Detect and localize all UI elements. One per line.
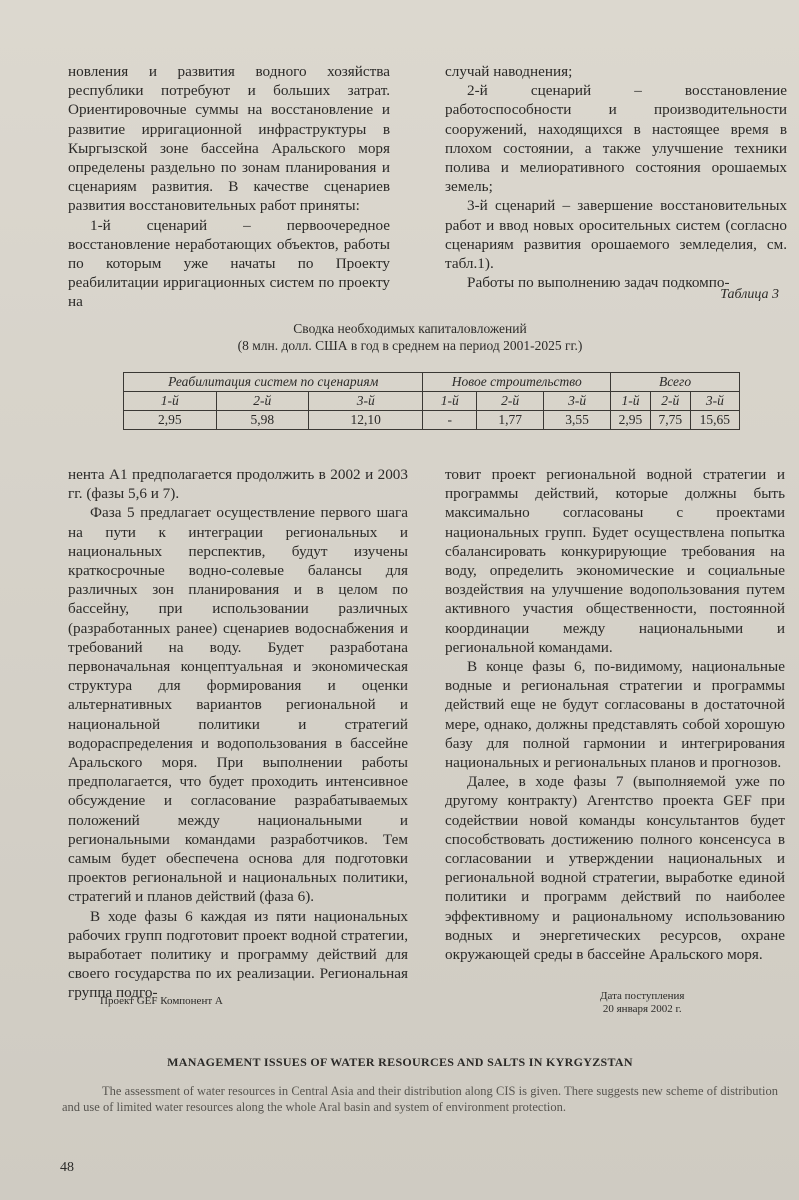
table-cell: 2,95 [124,411,217,430]
received-date-value: 20 января 2002 г. [602,1003,682,1015]
table-cell: 5,98 [216,411,309,430]
received-date-note [600,990,684,1016]
group-header-total: Всего [611,373,740,392]
paragraph: 3-й сценарий – завершение восстановительных работ и ввод новых оросительных систем (согласно сценариям развития орошаемого земледелия, см. табл.1). [445,197,787,273]
received-date-label: Дата поступления [600,990,685,1002]
paragraph: Работы по выполнению задач подкомпо- [467,274,730,292]
table-cell: 3,55 [544,411,611,430]
table-cell: 7,75 [650,411,690,430]
table-cell: 2,95 [611,411,651,430]
table-cell: - [423,411,477,430]
sub-header-cell: 2-й [477,392,544,411]
sub-header-cell: 2-й [216,392,309,411]
table-cell: 12,10 [309,411,423,430]
table-cell: 15,65 [690,411,739,430]
english-abstract: The assessment of water resources in Central Asia and their distribution along CIS is given. There suggests new scheme of distribution and use of limited water resources along the whole Aral basin and system of environment protection. [62,1084,778,1114]
sub-header-cell: 3-й [544,392,611,411]
table-group-header-row [124,373,740,392]
english-title: MANAGEMENT ISSUES OF WATER RESOURCES AND SALTS IN KYRGYZSTAN [167,1055,633,1069]
paragraph: Далее, в ходе фазы 7 (выполняемой уже по другому контракту) Агентство проекта GEF при содействии новой команды консультантов будет способствовать достижению полного консенсуса в согласовании и утверждении национальных и региональной водной стратегии, выработке единой политики и программ действий по наиболее эффективному и рациональному использованию водных и энергетических ресурсов, охране окружающей среды в бассейне Аральского моря. [445,773,785,964]
sub-header-cell: 3-й [309,392,423,411]
paragraph: В конце фазы 6, по-видимому, национальные водные и региональная стратегии и программы действий еще не будут согласованы в достаточной мере, однако, должны представлять собой хорошую базу для полной гармонии и интегрирования национальных и региональных планов и прогнозов. [445,658,785,772]
sub-header-cell: 2-й [650,392,690,411]
column-bottom-right [445,465,785,964]
column-top-right [445,62,787,292]
paragraph: 1-й сценарий – первоочередное восстановление неработающих объектов, работы по которым уже начаты по Проекту реабилитации ирригационных систем по проекту на [68,216,390,311]
paragraph: 2-й сценарий – восстановление работоспособности и производительности сооружений, находящихся в настоящее время в плохом состоянии, а также улучшение техники полива и мелиоративного состояния орошаемых земель; [445,82,787,196]
paragraph: В ходе фазы 6 каждая из пяти национальных рабочих групп подготовит проект водной стратегии, выработает политику и программу действий для своего государства по их реализации. Региональная группа подго- [68,907,408,1002]
table-sub-header-row [124,392,740,411]
table-cell: 1,77 [477,411,544,430]
paragraph: новления и развития водного хозяйства республики потребуют и больших затрат. Ориентировочные суммы на восстановление и развитие ирригационной инфраструктуры в Кыргызской зоне бассейна Аральского моря определены раздельно по зонам планирования и сценариям развития. В качестве сценариев развития восстановительных работ приняты: [68,63,390,215]
column-top-left [68,62,390,312]
sub-header-cell: 1-й [611,392,651,411]
page-number: 48 [60,1160,74,1175]
table-label: Таблица 3 [720,287,779,302]
paragraph: случай наводнения; [445,63,573,80]
paragraph: товит проект региональной водной стратегии и программы действий, которые должны быть максимально согласованы с проектами национальных групп. Будет осуществлена попытка сбалансировать конкурирующие требования на воду, определить экономические и социальные воздействия на улучшение водопользования путем активного участия общественности, постоянной координации между национальными и региональной командами. [445,466,785,656]
sub-header-cell: 1-й [423,392,477,411]
project-footer-note: Проект GEF Компонент А [100,995,223,1007]
capital-investment-table [123,372,740,430]
paragraph: Фаза 5 предлагает осуществление первого шага на пути к интеграции региональных и национальных перспектив, будут изучены краткосрочные водно-солевые балансы для различных зон планирования и в целом по бассейну, при использовании различных (разработанных ранее) сценариев водоснабжения и требований на воду. Будет разработана первоначальная концептуальная и экономическая структура для формирования и оценки альтернативных вариантов региональной и национальной политики и стратегий водораспределения и водопользования в бассейне Аральского моря. При выполнении работы предполагается, что будет проходить интенсивное обсуждение и согласование разрабатываемых положений между национальными и региональными командами разработчиков. Тем самым будет обеспечена основа для подготовки проектов региональной и национальных политики, стратегий и планов действий (фаза 6). [68,504,408,906]
sub-header-cell: 1-й [124,392,217,411]
table-row [124,411,740,430]
group-header-rehabilitation: Реабилитация систем по сценариям [124,373,423,392]
paragraph: нента А1 предполагается продолжить в 2002 и 2003 гг. (фазы 5,6 и 7). [68,466,408,503]
table-title-line: Сводка необходимых капиталовложений [293,321,527,336]
column-bottom-left [68,465,408,1003]
table-subtitle-line: (8 млн. долл. США в год в среднем на период 2001-2025 гг.) [237,338,583,353]
group-header-new-construction: Новое строительство [423,373,611,392]
table-title [170,320,650,354]
sub-header-cell: 3-й [690,392,739,411]
